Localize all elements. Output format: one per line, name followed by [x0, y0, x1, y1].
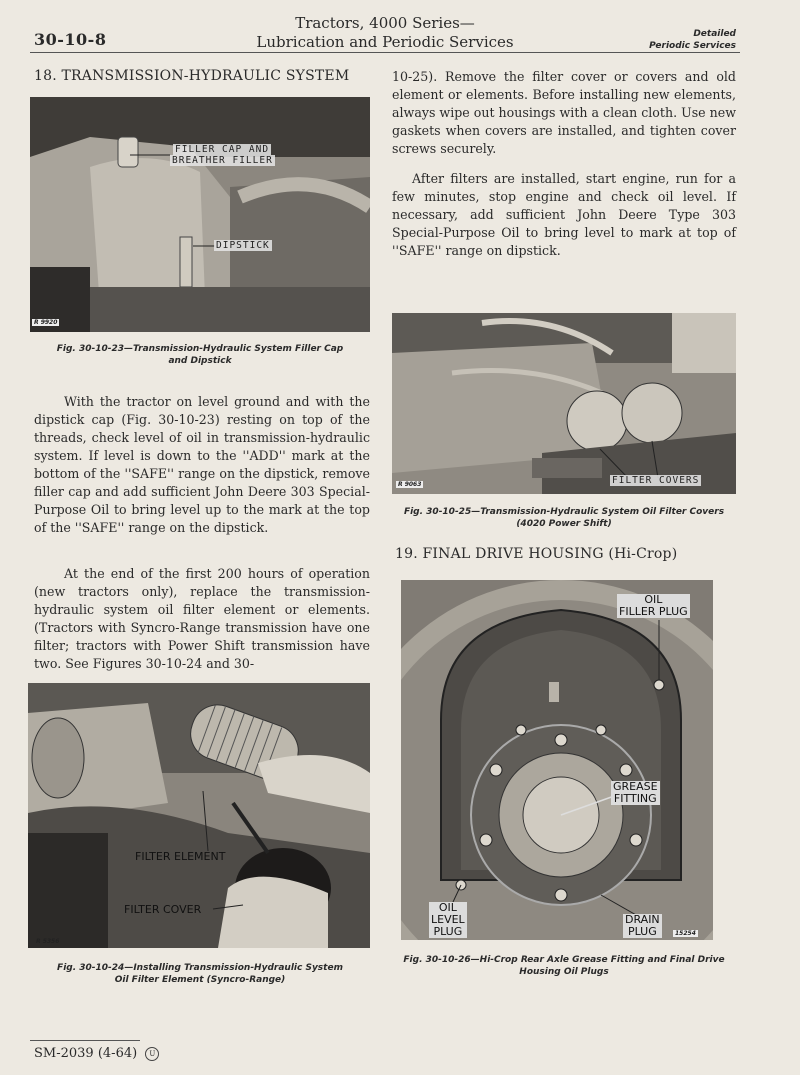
label-filter-cover: FILTER COVER: [124, 903, 202, 916]
footer: [34, 1046, 159, 1061]
footer-date: (4-64): [97, 1046, 138, 1061]
section-18-heading: 18. TRANSMISSION-HYDRAULIC SYSTEM: [34, 68, 350, 84]
figure-25-caption: [392, 506, 736, 530]
label-filter-element: FILTER ELEMENT: [135, 850, 226, 863]
label-oil-level-plug-line2: LEVEL: [431, 913, 465, 926]
paragraph-after-filters: After filters are installed, start engine, run for a few minutes, stop engine and check oil level. If necessary, add sufficient John Deere Type 303 Special-Purpose Oil to bring level to mark at top of ''SAFE'' range on dipstick.: [392, 171, 736, 258]
section-tag-line1: Detailed: [693, 29, 736, 39]
figure-23-ref: R 9920: [34, 319, 58, 326]
label-drain-plug-line1: DRAIN: [625, 913, 660, 926]
section-tag-line2: Periodic Services: [649, 41, 736, 51]
footer-rule: [30, 1040, 140, 1041]
figure-24-caption-line2: Oil Filter Element (Syncro-Range): [114, 975, 286, 985]
label-oil-level-plug-line3: PLUG: [433, 925, 463, 938]
running-title-line1: Tractors, 4000 Series—: [295, 14, 475, 32]
running-title: [240, 14, 530, 52]
label-grease-fitting: [611, 781, 660, 805]
label-oil-level-plug: [429, 902, 467, 938]
figure-23-photo: [30, 97, 370, 332]
header-rule: [30, 52, 740, 53]
figure-24-caption: [30, 962, 370, 986]
label-drain-plug-line2: PLUG: [627, 925, 657, 938]
label-oil-filler-plug-line1: OIL: [644, 593, 663, 606]
figure-26-caption-line2: Housing Oil Plugs: [519, 967, 609, 977]
figure-23-caption-line1: Fig. 30-10-23—Transmission-Hydraulic System Filler Cap: [56, 344, 344, 354]
label-filler-cap-line2: BREATHER FILLER: [172, 155, 273, 166]
label-drain-plug: [623, 914, 662, 938]
figure-25-caption-line2: (4020 Power Shift): [516, 519, 612, 529]
page-number: 30-10-8: [34, 30, 107, 49]
figure-24-caption-line1: Fig. 30-10-24—Installing Transmission-Hydraulic System: [57, 963, 343, 973]
figure-26-caption: [392, 954, 736, 978]
figure-26-photo: [401, 580, 713, 940]
label-oil-filler-plug: [617, 594, 690, 618]
paragraph-check-oil-level: With the tractor on level ground and with the dipstick cap (Fig. 30-10-23) resting on top of the threads, check level of oil in transmission-hydraulic system. If level is down to the ''ADD'' mark at the bottom of the ''SAFE'' range on the dipstick, remove filler cap and add sufficient John Deere 303 Special-Purpose Oil to bring level up to the mark at the top of the ''SAFE'' range on the dipstick.: [34, 394, 370, 535]
figure-26-ref: 15254: [675, 930, 696, 937]
running-title-line2: Lubrication and Periodic Services: [256, 33, 514, 51]
figure-25-ref: R 9063: [398, 481, 422, 488]
label-dipstick: DIPSTICK: [216, 240, 270, 251]
label-oil-filler-plug-line2: FILLER PLUG: [619, 605, 688, 618]
label-grease-fitting-line2: FITTING: [613, 792, 657, 805]
section-19-heading: 19. FINAL DRIVE HOUSING (Hi-Crop): [395, 546, 678, 562]
figure-23-caption: [30, 343, 370, 367]
figure-24-photo: [28, 683, 370, 948]
label-filter-covers: FILTER COVERS: [612, 475, 700, 486]
label-filler-cap-line1: FILLER CAP AND: [175, 144, 270, 155]
paragraph-replace-filter: At the end of the first 200 hours of operation (new tractors only), replace the transmission-hydraulic system oil filter element or elements. (Tractors with Syncro-Range transmission have one filter; tractors with Power Shift transmission have two. See Figures 30-10-24 and 30-: [34, 566, 370, 671]
label-grease-fitting-line1: GREASE: [613, 780, 658, 793]
figure-25-caption-line1: Fig. 30-10-25—Transmission-Hydraulic System Oil Filter Covers: [403, 507, 725, 517]
union-label-icon: U: [145, 1047, 159, 1061]
figure-24-ref: R 5356: [36, 938, 60, 945]
figure-25-photo: [392, 313, 736, 494]
label-oil-level-plug-line1: OIL: [438, 901, 457, 914]
section-tag: [649, 28, 736, 52]
figure-26-caption-line1: Fig. 30-10-26—Hi-Crop Rear Axle Grease Fitting and Final Drive: [403, 955, 725, 965]
paragraph-remove-filter-cover: 10-25). Remove the filter cover or covers and old element or elements. Before installing new elements, always wipe out housings with a clean cloth. Use new gaskets when covers are installed, and tighten cover screws securely.: [392, 69, 736, 156]
footer-code: SM-2039: [34, 1046, 94, 1061]
figure-23-caption-line2: and Dipstick: [168, 356, 232, 366]
